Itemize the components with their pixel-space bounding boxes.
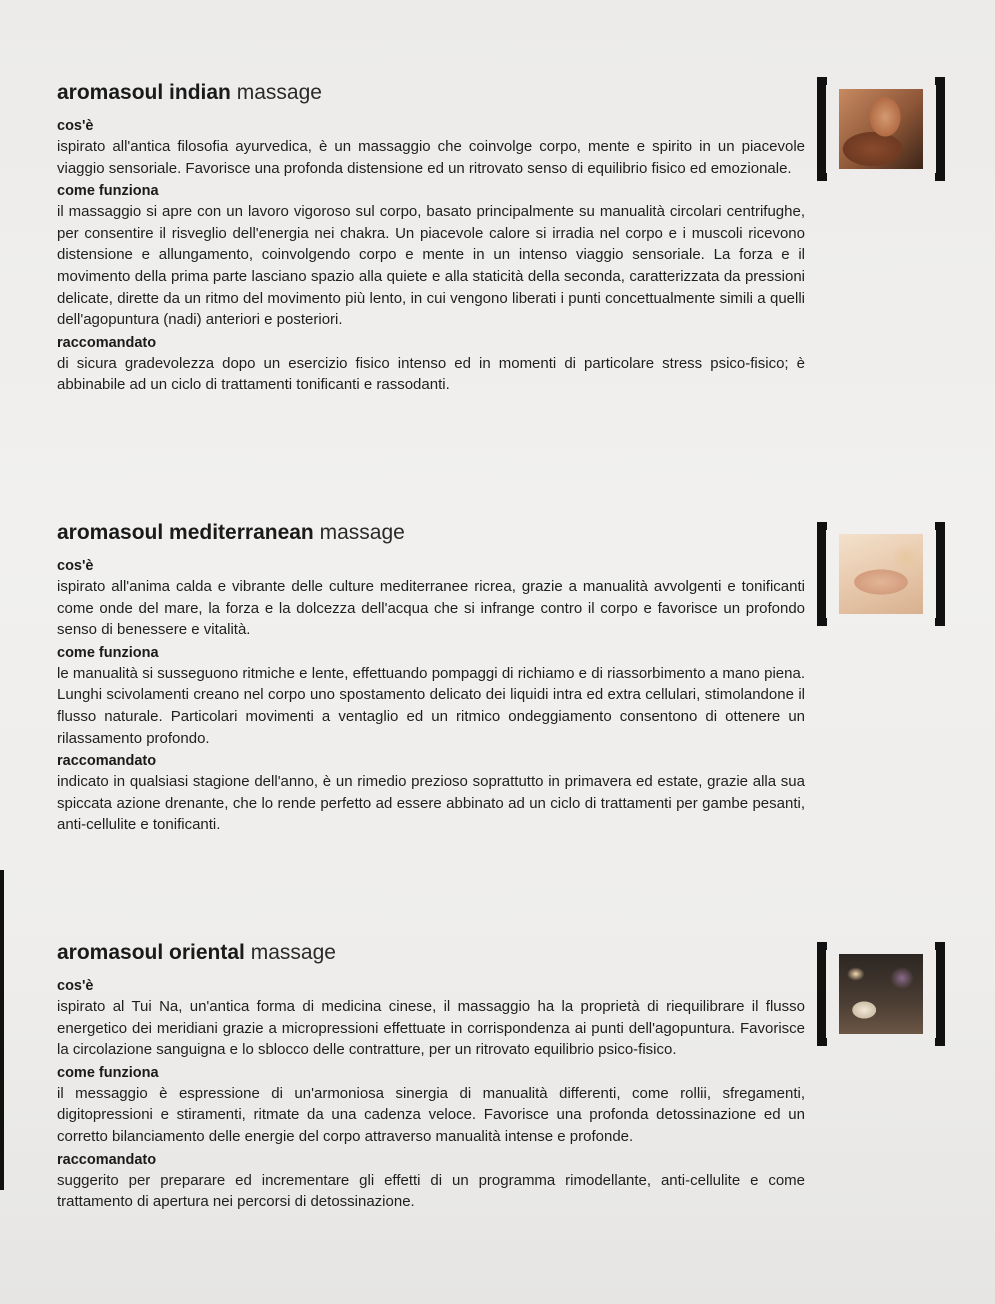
title-kind: massage bbox=[319, 521, 405, 544]
raccomandato-text: di sicura gradevolezza dopo un esercizio fisico intenso ed in momenti di particolare stress psico-fisico; è abbinabile ad un ciclo di trattamenti tonificanti e rassodanti. bbox=[57, 354, 805, 394]
title-brand: aromasoul indian bbox=[57, 81, 231, 104]
bracket-photo-frame bbox=[817, 942, 945, 1046]
raccomandato-text: indicato in qualsiasi stagione dell'anno, è un rimedio prezioso soprattutto in primavera ed estate, grazie alla sua spiccata azione drenante, che lo rende perfetto ad essere abbinato ad un ciclo di trattamenti per gambe pesanti, anti-cellulite e tonificanti. bbox=[57, 773, 805, 834]
title-brand: aromasoul mediterranean bbox=[57, 521, 314, 544]
title-kind: massage bbox=[250, 941, 336, 964]
cose-label: cos'è bbox=[57, 558, 94, 574]
cose-text: ispirato all'antica filosofia ayurvedica, è un massaggio che coinvolge corpo, mente e spirito in un piacevole viaggio sensoriale. Favorisce una profonda distensione ed un ritrovato senso di equilibrio fisico ed emozionale. bbox=[57, 138, 805, 177]
section-oriental-massage bbox=[57, 940, 805, 1215]
raccomandato-text: suggerito per preparare ed incrementare gli effetti di un programma rimodellante, anti-cellulite e come trattamento di apertura nei percorsi di detossinazione. bbox=[57, 1171, 805, 1211]
section-mediterranean-massage bbox=[57, 520, 805, 838]
left-bracket bbox=[817, 522, 827, 626]
page-edge-shadow bbox=[0, 870, 4, 1190]
section-title bbox=[57, 940, 805, 966]
cose-text: ispirato al Tui Na, un'antica forma di medicina cinese, il massaggio ha la proprietà di riequilibrare il flusso energetico dei meridiani grazie a micropressioni effettuate in corrispondenza ai punti dell'agopuntura. Favorisce la circolazione sanguigna e lo sblocco delle contratture, per un ritrovato equilibrio psico-fisico. bbox=[57, 998, 805, 1059]
title-brand: aromasoul oriental bbox=[57, 941, 245, 964]
cose-label: cos'è bbox=[57, 978, 94, 994]
right-bracket bbox=[935, 77, 945, 181]
bracket-photo-frame bbox=[817, 77, 945, 181]
section-title bbox=[57, 520, 805, 546]
cose-label: cos'è bbox=[57, 118, 94, 134]
cose-text: ispirato all'anima calda e vibrante delle culture mediterranee ricrea, grazie a manualità avvolgenti e tonificanti come onde del mare, la forza e la dolcezza dell'acqua che si infrange contro il corpo e favorisce un profondo senso di benessere e vitalità. bbox=[57, 578, 805, 639]
left-bracket bbox=[817, 77, 827, 181]
come-funziona-label: come funziona bbox=[57, 183, 159, 200]
right-bracket bbox=[935, 942, 945, 1046]
come-funziona-text: il massaggio si apre con un lavoro vigoroso sul corpo, basato principalmente su manualità circolari centrifughe, per consentire il risveglio dell'energia nei chakra. Un piacevole calore si irradia nel corpo e i muscoli ricevono distensione e allungamento, coinvolgendo corpo e mente in un intenso viaggio sensoriale. La forza e il movimento della prima parte lasciano spazio alla quiete e alla staticità della seconda, caratterizzata da pressioni delicate, dirette da un ritmo del movimento più lento, in cui vengono liberati i punti concettualmente simili a quelli dell'agopuntura (nadi) anteriori e posteriori. bbox=[57, 203, 805, 329]
raccomandato-label: raccomandato bbox=[57, 334, 157, 351]
come-funziona-text: le manualità si susseguono ritmiche e lente, effettuando pompaggi di richiamo e di riassorbimento a mano piena. Lunghi scivolamenti creano nel corpo uno spostamento delicato dei liquidi intra ed extra cellulari, stimolandone il flusso naturale. Particolari movimenti a ventaglio ed un ritmico ondeggiamento consentono di ottenere un rilassamento profondo. bbox=[57, 664, 805, 747]
section-indian-massage bbox=[57, 80, 805, 398]
come-funziona-text: il messaggio è espressione di un'armoniosa sinergia di manualità differenti, come rollii, sfregamenti, digitopressioni e stiramenti, ritmate da una cadenza veloce. Favorisce una profonda detossinazione ed un corretto bilanciamento delle energie del corpo attraverso manualità intense e profonde. bbox=[57, 1084, 805, 1145]
candles-stones-photo bbox=[839, 954, 923, 1034]
massage-photo bbox=[839, 534, 923, 614]
come-funziona-label: come funziona bbox=[57, 644, 159, 661]
right-bracket bbox=[935, 522, 945, 626]
raccomandato-label: raccomandato bbox=[57, 1151, 157, 1168]
section-title bbox=[57, 80, 805, 106]
come-funziona-label: come funziona bbox=[57, 1064, 159, 1081]
left-bracket bbox=[817, 942, 827, 1046]
bracket-photo-frame bbox=[817, 522, 945, 626]
raccomandato-label: raccomandato bbox=[57, 753, 157, 770]
massage-photo bbox=[839, 89, 923, 169]
title-kind: massage bbox=[236, 81, 322, 104]
